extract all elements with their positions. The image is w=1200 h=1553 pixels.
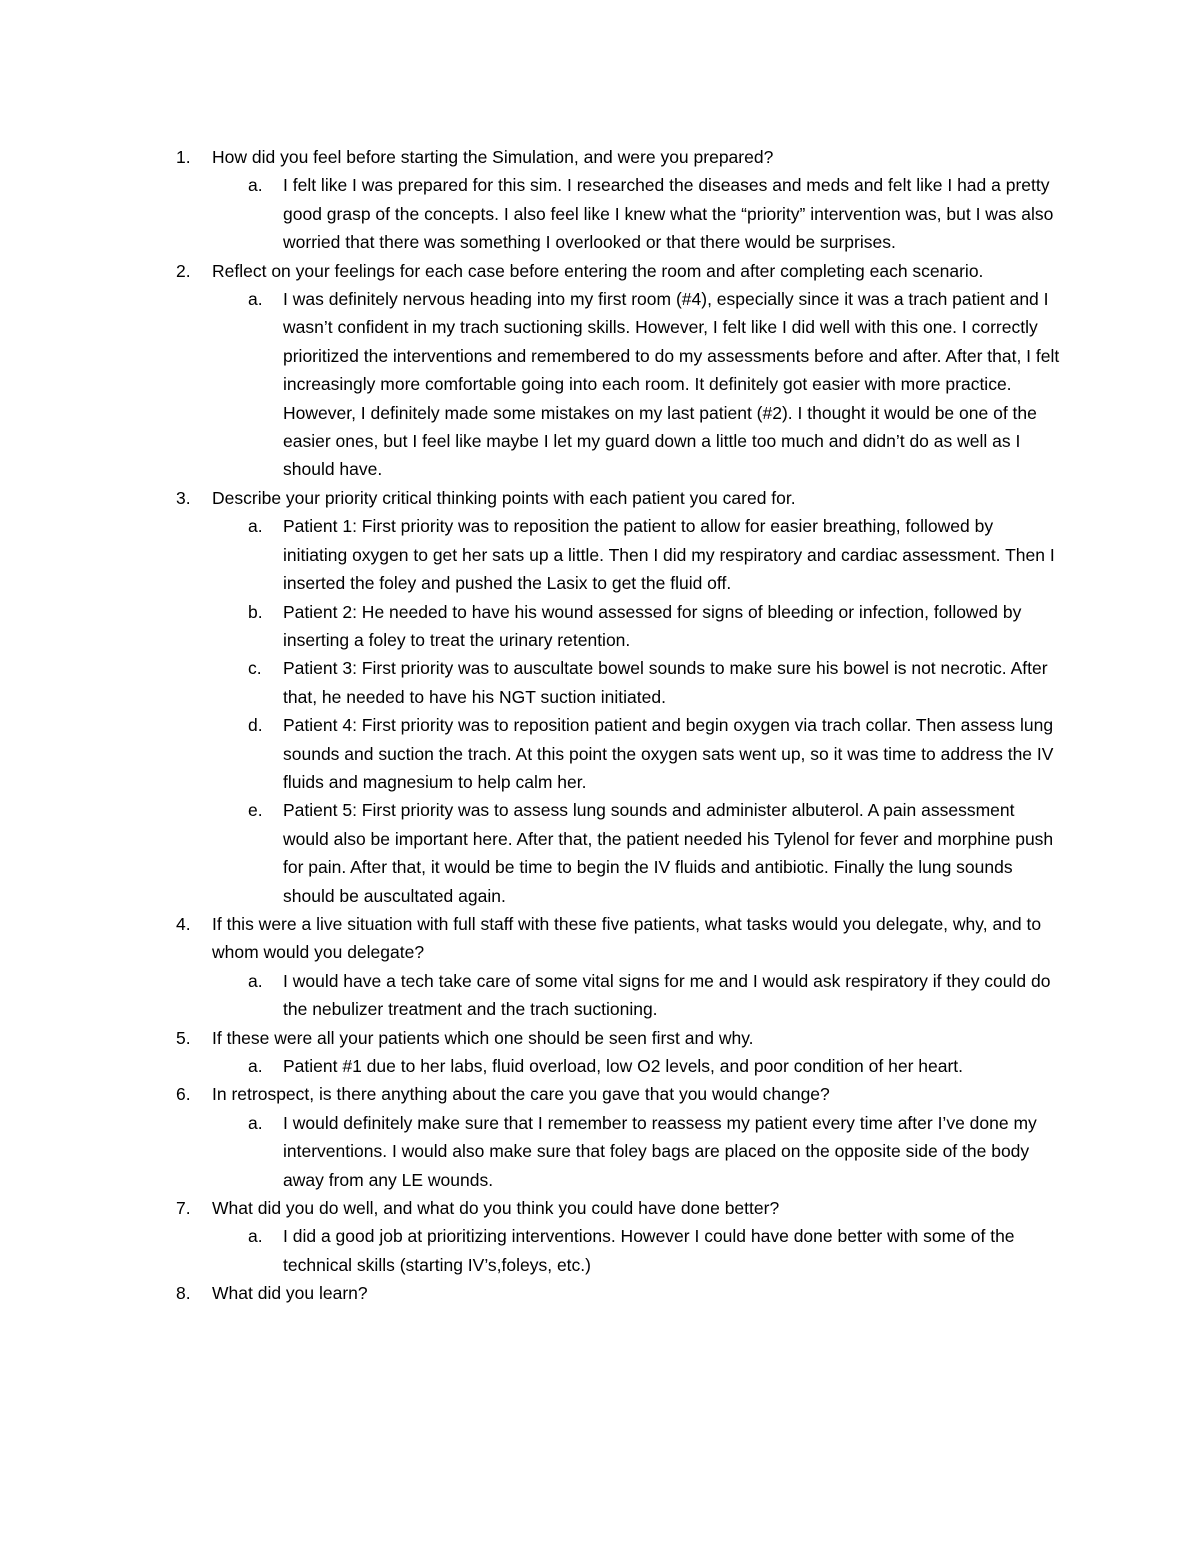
answer-text: I would definitely make sure that I remember to reassess my patient every time after I’ve done my interventions. I would also make sure that foley bags are placed on the opposite side of the body away from any LE wounds.	[283, 1112, 1037, 1190]
answer-4a	[0, 967, 1060, 1024]
answer-5a	[0, 1052, 1060, 1080]
question-number: 6.	[176, 1084, 191, 1105]
answer-text: Patient 1: First priority was to reposition the patient to allow for easier breathing, followed by initiating oxygen to get her sats up a little. Then I did my respiratory and cardiac assessment. Then I inserted the foley and pushed the Lasix to get the fluid off.	[283, 516, 1055, 594]
question-number: 3.	[176, 487, 191, 508]
question-4	[0, 910, 1060, 967]
question-1	[0, 143, 1060, 171]
answer-3a	[0, 512, 1060, 597]
question-6	[0, 1080, 1060, 1108]
answer-letter: a.	[248, 1056, 263, 1076]
answer-text: I would have a tech take care of some vital signs for me and I would ask respiratory if they could do the nebulizer treatment and the trach suctioning.	[283, 970, 1051, 1020]
question-number: 7.	[176, 1198, 191, 1219]
answer-1a	[0, 171, 1060, 256]
answer-letter: e.	[248, 800, 263, 821]
question-5	[0, 1024, 1060, 1052]
answer-letter: d.	[248, 715, 263, 736]
answer-text: I felt like I was prepared for this sim. I researched the diseases and meds and felt like I had a pretty good grasp of the concepts. I also feel like I knew what the “priority” intervention was, but I was also worried that there was something I overlooked or that there would be surprises.	[283, 175, 1054, 253]
answer-letter: a.	[248, 175, 263, 196]
question-number: 8.	[176, 1283, 191, 1304]
answer-6a	[0, 1109, 1060, 1194]
answer-letter: b.	[248, 601, 263, 622]
question-text: If this were a live situation with full staff with these five patients, what tasks would you delegate, why, and to whom would you delegate?	[212, 913, 1042, 963]
answer-text: Patient 4: First priority was to reposition patient and begin oxygen via trach collar. Then assess lung sounds and suction the trach. At this point the oxygen sats went up, so it was time to address the IV fluids and magnesium to help calm her.	[283, 715, 1054, 792]
answer-text: I was definitely nervous heading into my first room (#4), especially since it was a trach patient and I wasn’t confident in my trach suctioning skills. However, I felt like I did well with this one. I correctly prioritized the interventions and remembered to do my assessments before and after. After that, I felt increasingly more comfortable going into each room. It definitely got easier with more practice. However, I definitely made some mistakes on my last patient (#2). I thought it would be one of the easier ones, but I feel like maybe I let my guard down a little too much and didn’t do as well as I should have.	[283, 289, 1060, 480]
answer-text: I did a good job at prioritizing interventions. However I could have done better with some of the technical skills (starting IV’s,foleys, etc.)	[283, 1226, 1015, 1275]
question-number: 2.	[176, 260, 191, 281]
question-number: 5.	[176, 1027, 191, 1048]
answer-letter: a.	[248, 970, 263, 991]
answer-text: Patient 5: First priority was to assess lung sounds and administer albuterol. A pain assessment would also be important here. After that, the patient needed his Tylenol for fever and morphine push for pain. After that, it would be time to begin the IV fluids and antibiotic. Finally the lung sounds should be auscultated again.	[283, 800, 1054, 906]
answer-text: Patient 2: He needed to have his wound assessed for signs of bleeding or infection, followed by inserting a foley to treat the urinary retention.	[283, 601, 1022, 650]
answer-3e	[0, 796, 1060, 910]
answer-3d	[0, 711, 1060, 796]
answer-letter: c.	[248, 658, 262, 679]
answer-7a	[0, 1222, 1060, 1279]
answer-3b	[0, 598, 1060, 655]
question-3	[0, 484, 1060, 512]
answer-letter: a.	[248, 289, 263, 310]
answer-letter: a.	[248, 1226, 263, 1247]
question-text: Describe your priority critical thinking points with each patient you cared for.	[212, 487, 796, 508]
question-7	[0, 1194, 1060, 1222]
question-2	[0, 257, 1060, 285]
question-8	[0, 1279, 1060, 1307]
question-text: What did you do well, and what do you think you could have done better?	[212, 1198, 780, 1219]
answer-text: Patient 3: First priority was to auscultate bowel sounds to make sure his bowel is not necrotic. After that, he needed to have his NGT suction initiated.	[283, 658, 1048, 707]
answer-letter: a.	[248, 516, 263, 537]
question-text: Reflect on your feelings for each case before entering the room and after completing each scenario.	[212, 260, 984, 281]
question-number: 1.	[176, 147, 191, 167]
question-number: 4.	[176, 913, 191, 934]
question-text: In retrospect, is there anything about the care you gave that you would change?	[212, 1084, 830, 1105]
answer-text: Patient #1 due to her labs, fluid overload, low O2 levels, and poor condition of her heart.	[283, 1056, 964, 1076]
answer-3c	[0, 654, 1060, 711]
question-text: If these were all your patients which one should be seen first and why.	[212, 1027, 754, 1048]
question-text: How did you feel before starting the Simulation, and were you prepared?	[212, 147, 774, 167]
answer-2a	[0, 285, 1060, 484]
question-text: What did you learn?	[212, 1283, 368, 1304]
answer-letter: a.	[248, 1112, 263, 1133]
